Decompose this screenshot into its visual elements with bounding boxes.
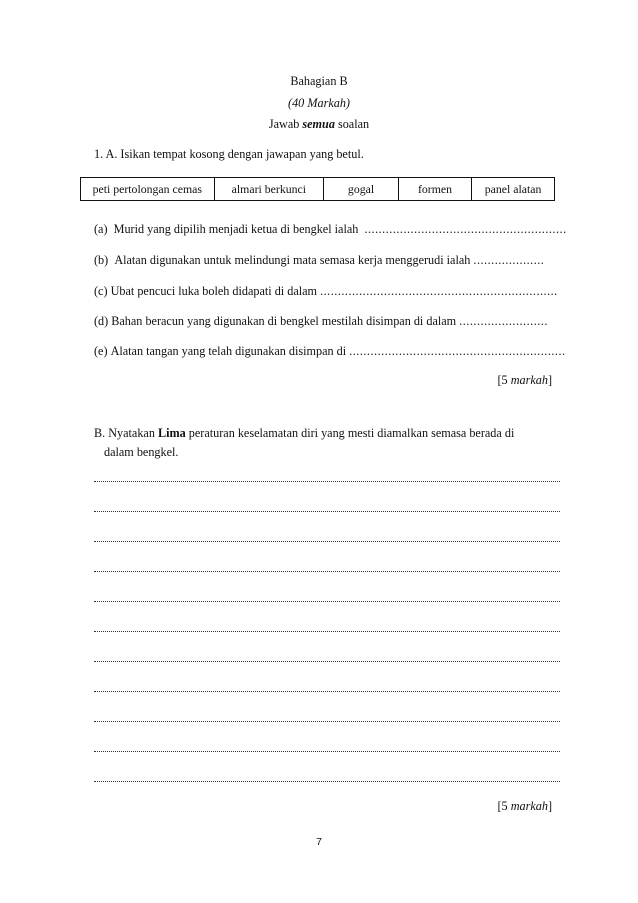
option-cell: panel alatan — [472, 178, 555, 201]
answer-blank[interactable]: ................................................................... — [320, 284, 558, 298]
section-title: Bahagian B — [290, 74, 348, 88]
instruction-suffix: soalan — [334, 117, 370, 131]
option-cell: gogal — [324, 178, 399, 201]
instruction — [0, 117, 638, 132]
answer-line[interactable] — [94, 481, 560, 482]
instruction-emphasis: semua — [302, 117, 335, 131]
page-number: 7 — [316, 836, 322, 848]
option-cell: almari berkunci — [214, 178, 324, 201]
answer-line[interactable] — [94, 661, 560, 662]
question-item — [94, 344, 566, 359]
answer-blank[interactable]: ......................................................... — [364, 222, 567, 236]
item-label: (c) — [94, 284, 108, 298]
instruction-prefix: Jawab — [268, 117, 303, 131]
answer-line[interactable] — [94, 781, 560, 782]
prompt-suffix: peraturan keselamatan diri yang mesti diamalkan semasa berada di — [185, 426, 515, 440]
item-text: Alatan digunakan untuk melindungi mata semasa kerja menggerudi ialah — [114, 253, 471, 267]
prompt-emphasis: Lima — [157, 426, 186, 440]
answer-line[interactable] — [94, 511, 560, 512]
marks-prefix: [5 — [497, 373, 511, 387]
answer-line[interactable] — [94, 631, 560, 632]
answer-blank[interactable]: .................... — [473, 253, 545, 267]
total-marks: (40 Markah) — [288, 96, 350, 110]
item-text: Alatan tangan yang telah digunakan disimpan di — [110, 344, 347, 358]
answer-blank[interactable]: ............................................................. — [349, 344, 566, 358]
answer-line[interactable] — [94, 721, 560, 722]
item-label: (e) — [94, 344, 108, 358]
item-label: (b) — [94, 253, 109, 267]
option-cell: formen — [398, 178, 471, 201]
question-item — [94, 314, 548, 329]
marks-word: markah — [510, 373, 548, 387]
answer-line[interactable] — [94, 751, 560, 752]
question-b-prompt — [94, 424, 514, 462]
question-a-prompt: 1. A. Isikan tempat kosong dengan jawapan yang betul. — [94, 147, 364, 161]
marks-prefix: [5 — [497, 799, 511, 813]
prompt-prefix: B. Nyatakan — [94, 426, 158, 440]
answer-line[interactable] — [94, 601, 560, 602]
item-text: Ubat pencuci luka boleh didapati di dalam — [110, 284, 318, 298]
marks-word: markah — [510, 799, 548, 813]
marks-suffix: ] — [547, 373, 552, 387]
answer-line[interactable] — [94, 571, 560, 572]
marks-label-b — [497, 799, 552, 814]
item-text: Bahan beracun yang digunakan di bengkel mestilah disimpan di dalam — [111, 314, 457, 328]
marks-suffix: ] — [547, 799, 552, 813]
prompt-line-2: dalam bengkel. — [104, 445, 179, 459]
answer-blank[interactable]: ......................... — [459, 314, 548, 328]
question-item — [94, 253, 544, 268]
marks-label-a — [497, 373, 552, 388]
option-cell: peti pertolongan cemas — [81, 178, 215, 201]
answer-line[interactable] — [94, 541, 560, 542]
question-item — [94, 222, 567, 237]
item-text: Murid yang dipilih menjadi ketua di bengkel ialah — [113, 222, 359, 236]
answer-line[interactable] — [94, 691, 560, 692]
item-label: (d) — [94, 314, 109, 328]
question-item — [94, 284, 558, 299]
item-label: (a) — [94, 222, 108, 236]
answer-options-table — [80, 177, 555, 201]
